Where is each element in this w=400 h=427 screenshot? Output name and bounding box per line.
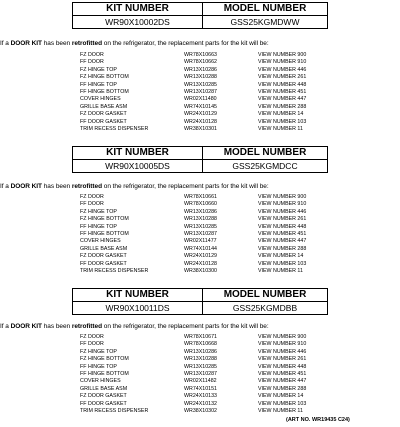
part-row: FZ HINGE TOP WR13X10286 VIEW NUMBER 446 [80,66,307,73]
part-row: TRIM RECESS DISPENSER WR38X10300 VIEW NUMBER 11 [80,267,303,274]
part-row: FZ DOOR GASKET WR24X10129 VIEW NUMBER 14 [80,111,304,118]
model-number-value: GSS25KGMDWW [203,16,328,29]
door-kit-label: DOOR KIT [10,323,42,330]
kit-number-header: KIT NUMBER [73,147,203,160]
retrofit-intro: If a DOOR KIT has been retrofitted on the refrigerator, the replacement parts for the kit will be: [0,183,269,190]
retrofitted-label: retrofitted [71,323,102,330]
retrofitted-label: retrofitted [71,40,102,47]
kit-table [72,146,328,173]
kit-number-value: WR90X10005DS [73,160,203,173]
retrofitted-label: retrofitted [71,183,102,190]
parts-list [80,194,400,275]
model-number-value: GSS25KGMDBB [203,302,328,315]
retrofit-intro: If a DOOR KIT has been retrofitted on the refrigerator, the replacement parts for the kit will be: [0,323,269,330]
door-kit-label: DOOR KIT [10,183,42,190]
part-row: FF HINGE BOTTOM WR13X10287 VIEW NUMBER 451 [80,230,307,237]
kit-number-header: KIT NUMBER [73,3,203,16]
part-row: FF HINGE TOP WR13X10285 VIEW NUMBER 448 [80,363,307,370]
part-row: FZ HINGE BOTTOM WR13X10288 VIEW NUMBER 261 [80,74,307,81]
door-kit-label: DOOR KIT [10,40,42,47]
part-row: FF DOOR GASKET WR24X10128 VIEW NUMBER 103 [80,260,307,267]
part-row: FF HINGE TOP WR13X10285 VIEW NUMBER 448 [80,81,307,88]
model-number-header: MODEL NUMBER [203,147,328,160]
part-row: FZ DOOR WR78X10663 VIEW NUMBER 900 [80,52,307,58]
part-row: TRIM RECESS DISPENSER WR38X10301 VIEW NUMBER 11 [80,125,303,132]
part-row: FF DOOR WR78X10660 VIEW NUMBER 910 [80,201,307,208]
part-row: FZ HINGE TOP WR13X10286 VIEW NUMBER 446 [80,348,307,355]
kit-table [72,2,328,29]
model-number-header: MODEL NUMBER [203,3,328,16]
part-row: COVER HINGES WR02X11482 VIEW NUMBER 447 [80,378,307,385]
part-row: FZ DOOR GASKET WR24X10133 VIEW NUMBER 14 [80,393,304,400]
kit-table [72,288,328,315]
art-number: (ART NO. WR19435 C24) [286,417,350,423]
part-row: GRILLE BASE ASM WR74X10144 VIEW NUMBER 288 [80,245,307,252]
part-row: COVER HINGES WR02X11477 VIEW NUMBER 447 [80,238,307,245]
part-row: FZ HINGE BOTTOM WR13X10288 VIEW NUMBER 261 [80,356,307,363]
parts-list [80,52,400,133]
part-row: FF DOOR WR78X10662 VIEW NUMBER 910 [80,59,307,66]
part-row: FZ DOOR WR78X10671 VIEW NUMBER 900 [80,334,307,340]
part-row: FZ HINGE TOP WR13X10286 VIEW NUMBER 446 [80,208,307,215]
part-row: FF DOOR WR78X10668 VIEW NUMBER 910 [80,341,307,348]
parts-list [80,334,400,415]
part-row: FF DOOR GASKET WR24X10132 VIEW NUMBER 103 [80,400,307,407]
kit-number-value: WR90X10002DS [73,16,203,29]
kit-number-value: WR90X10011DS [73,302,203,315]
retrofit-intro: If a DOOR KIT has been retrofitted on the refrigerator, the replacement parts for the kit will be: [0,40,269,47]
part-row: FF HINGE BOTTOM WR13X10287 VIEW NUMBER 451 [80,88,307,95]
part-row: FF DOOR GASKET WR24X10128 VIEW NUMBER 103 [80,118,307,125]
part-row: GRILLE BASE ASM WR74X10145 VIEW NUMBER 288 [80,103,307,110]
part-row: GRILLE BASE ASM WR74X10151 VIEW NUMBER 288 [80,385,307,392]
model-number-value: GSS25KGMDCC [203,160,328,173]
part-row: FZ DOOR WR78X10661 VIEW NUMBER 900 [80,194,307,200]
model-number-header: MODEL NUMBER [203,289,328,302]
part-row: TRIM RECESS DISPENSER WR38X10302 VIEW NUMBER 11 [80,407,303,414]
part-row: FZ HINGE BOTTOM WR13X10288 VIEW NUMBER 261 [80,216,307,223]
kit-number-header: KIT NUMBER [73,289,203,302]
part-row: FF HINGE BOTTOM WR13X10287 VIEW NUMBER 451 [80,370,307,377]
part-row: COVER HINGES WR02X11480 VIEW NUMBER 447 [80,96,307,103]
part-row: FF HINGE TOP WR13X10285 VIEW NUMBER 448 [80,223,307,230]
part-row: FZ DOOR GASKET WR24X10129 VIEW NUMBER 14 [80,253,304,260]
